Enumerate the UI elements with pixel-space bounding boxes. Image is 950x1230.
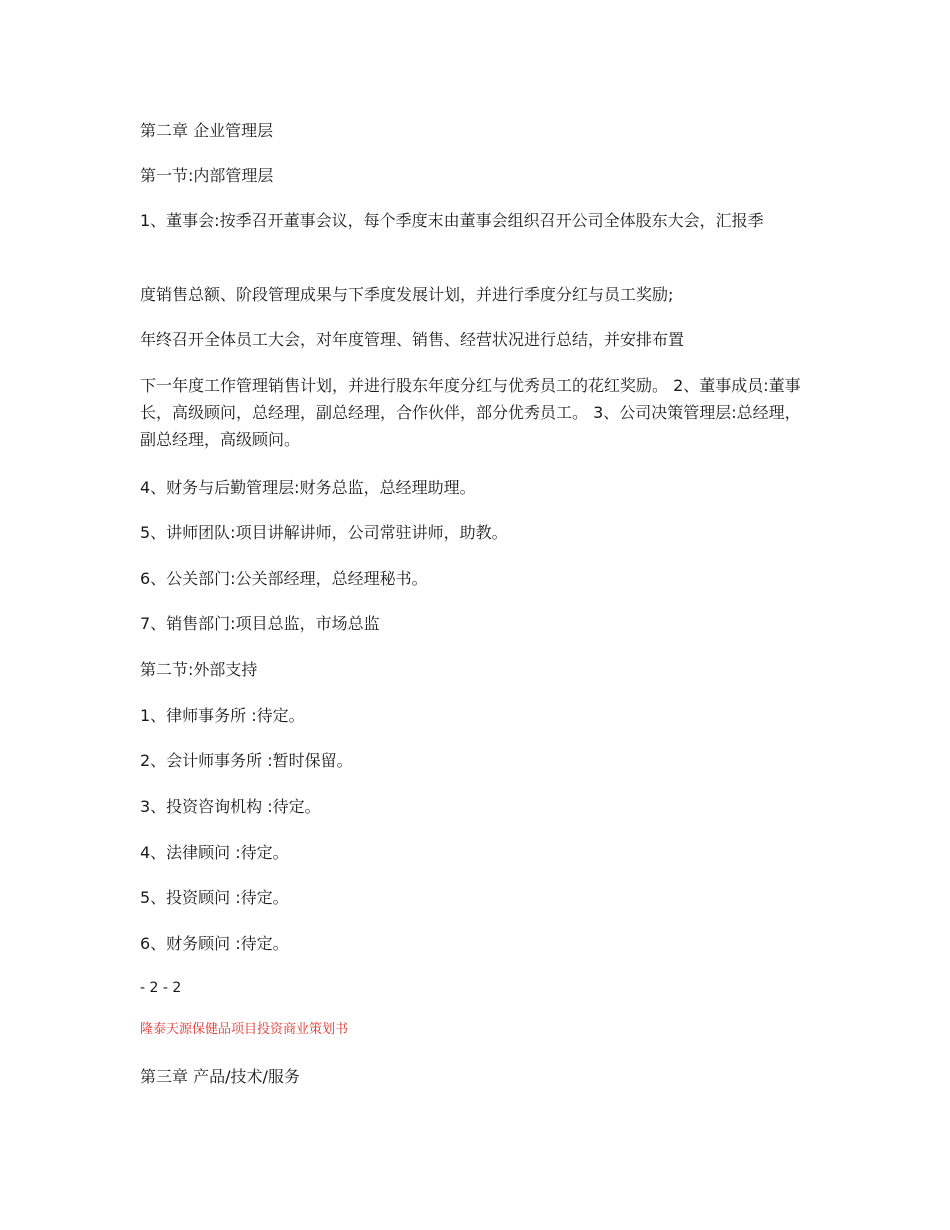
item1-paragraph-4: 下一年度工作管理销售计划，并进行股东年度分红与优秀员工的花红奖励。 2、董事成员:董事长，高级顾问，总经理，副总经理，合作伙伴，部分优秀员工。 3、公司决策管理层:总经理，副总经理，高级顾问。 — [140, 376, 801, 449]
chapter3-title: 第三章 产品/技术/服务 — [140, 1067, 300, 1086]
item1-paragraph-1: 1、董事会:按季召开董事会议，每个季度末由董事会组织召开公司全体股东大会，汇报季 — [140, 211, 764, 230]
ext-item-4: 4、法律顾问 :待定。 — [140, 843, 289, 862]
item6-pr: 6、公关部门:公关部经理，总经理秘书。 — [140, 569, 428, 588]
item7-sales: 7、销售部门:项目总监，市场总监 — [140, 614, 380, 633]
ext-item-2: 2、会计师事务所 :暂时保留。 — [140, 751, 353, 770]
ext-item-6: 6、财务顾问 :待定。 — [140, 934, 289, 953]
ext-item-5: 5、投资顾问 :待定。 — [140, 888, 289, 907]
document-header-red: 隆泰天源保健品项目投资商业策划书 — [140, 1022, 349, 1037]
section1-title: 第一节:内部管理层 — [140, 166, 274, 185]
item1-paragraph-2: 度销售总额、阶段管理成果与下季度发展计划，并进行季度分红与员工奖励; — [140, 285, 674, 304]
chapter2-title: 第二章 企业管理层 — [140, 121, 274, 140]
item1-paragraph-3: 年终召开全体员工大会，对年度管理、销售、经营状况进行总结，并安排布置 — [140, 330, 685, 349]
item5-lecturers: 5、讲师团队:项目讲解讲师，公司常驻讲师，助教。 — [140, 523, 508, 542]
ext-item-1: 1、律师事务所 :待定。 — [140, 706, 305, 725]
page-number: - 2 - 2 — [140, 980, 182, 996]
section2-title: 第二节:外部支持 — [140, 660, 258, 679]
ext-item-3: 3、投资咨询机构 :待定。 — [140, 797, 321, 816]
item4-finance: 4、财务与后勤管理层:财务总监，总经理助理。 — [140, 478, 476, 497]
